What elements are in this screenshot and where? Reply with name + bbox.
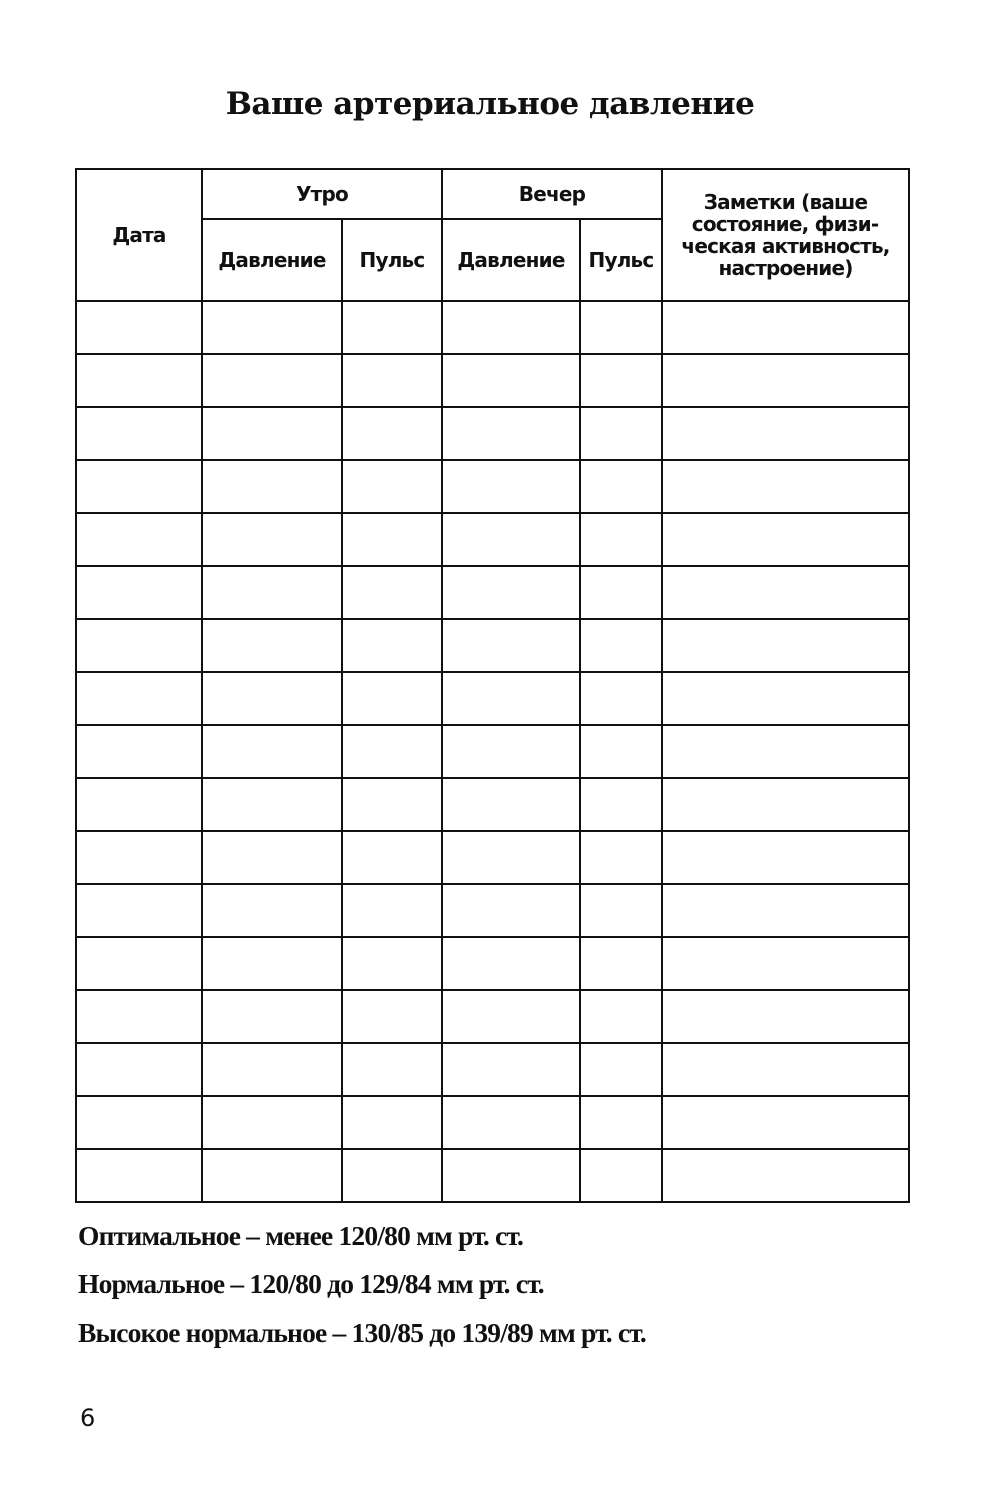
table-row — [76, 619, 909, 672]
reference-high-normal: Высокое нормальное – 130/85 до 139/89 мм рт. ст. — [78, 1317, 647, 1348]
cell-date[interactable] — [76, 990, 202, 1043]
page-number: 6 — [80, 1404, 96, 1432]
cell-morning-pressure[interactable] — [202, 619, 342, 672]
cell-notes[interactable] — [662, 1043, 909, 1096]
cell-evening-pressure[interactable] — [442, 407, 580, 460]
cell-evening-pressure[interactable] — [442, 1096, 580, 1149]
cell-morning-pressure[interactable] — [202, 937, 342, 990]
cell-morning-pressure[interactable] — [202, 831, 342, 884]
table-row — [76, 407, 909, 460]
header-notes: Заметки (ваше состояние, физическая активность, настроение) — [662, 169, 909, 301]
cell-notes[interactable] — [662, 672, 909, 725]
blood-pressure-log-table — [75, 168, 910, 1203]
cell-evening-pulse[interactable] — [580, 1149, 662, 1202]
cell-date[interactable] — [76, 619, 202, 672]
cell-evening-pulse[interactable] — [580, 354, 662, 407]
cell-morning-pulse[interactable] — [342, 619, 442, 672]
cell-morning-pressure[interactable] — [202, 884, 342, 937]
cell-evening-pressure[interactable] — [442, 460, 580, 513]
cell-morning-pressure[interactable] — [202, 566, 342, 619]
cell-morning-pulse[interactable] — [342, 566, 442, 619]
cell-date[interactable] — [76, 1043, 202, 1096]
cell-date[interactable] — [76, 407, 202, 460]
table-row — [76, 725, 909, 778]
header-morning-pulse: Пульс — [342, 219, 442, 301]
cell-morning-pulse[interactable] — [342, 301, 442, 354]
reference-normal: Нормальное – 120/80 до 129/84 мм рт. ст. — [78, 1268, 544, 1299]
cell-notes[interactable] — [662, 778, 909, 831]
cell-evening-pulse[interactable] — [580, 566, 662, 619]
cell-notes[interactable] — [662, 460, 909, 513]
cell-morning-pressure[interactable] — [202, 460, 342, 513]
cell-morning-pressure[interactable] — [202, 990, 342, 1043]
cell-morning-pulse[interactable] — [342, 354, 442, 407]
cell-morning-pulse[interactable] — [342, 407, 442, 460]
cell-evening-pulse[interactable] — [580, 937, 662, 990]
cell-evening-pulse[interactable] — [580, 778, 662, 831]
table-row — [76, 460, 909, 513]
cell-evening-pressure[interactable] — [442, 831, 580, 884]
table-row — [76, 354, 909, 407]
cell-evening-pressure[interactable] — [442, 354, 580, 407]
cell-notes[interactable] — [662, 990, 909, 1043]
cell-date[interactable] — [76, 672, 202, 725]
table-row — [76, 990, 909, 1043]
cell-morning-pulse[interactable] — [342, 513, 442, 566]
cell-morning-pressure[interactable] — [202, 354, 342, 407]
cell-date[interactable] — [76, 354, 202, 407]
cell-evening-pressure[interactable] — [442, 725, 580, 778]
cell-evening-pressure[interactable] — [442, 884, 580, 937]
cell-notes[interactable] — [662, 937, 909, 990]
cell-morning-pulse[interactable] — [342, 1096, 442, 1149]
cell-evening-pulse[interactable] — [580, 831, 662, 884]
cell-evening-pressure[interactable] — [442, 566, 580, 619]
cell-notes[interactable] — [662, 566, 909, 619]
cell-date[interactable] — [76, 778, 202, 831]
cell-notes[interactable] — [662, 831, 909, 884]
cell-notes[interactable] — [662, 1149, 909, 1202]
cell-morning-pressure[interactable] — [202, 778, 342, 831]
cell-evening-pressure[interactable] — [442, 937, 580, 990]
cell-date[interactable] — [76, 301, 202, 354]
cell-morning-pulse[interactable] — [342, 937, 442, 990]
cell-evening-pulse[interactable] — [580, 619, 662, 672]
cell-morning-pulse[interactable] — [342, 672, 442, 725]
cell-evening-pressure[interactable] — [442, 1043, 580, 1096]
cell-morning-pressure[interactable] — [202, 301, 342, 354]
cell-morning-pressure[interactable] — [202, 513, 342, 566]
cell-date[interactable] — [76, 513, 202, 566]
cell-evening-pressure[interactable] — [442, 1149, 580, 1202]
cell-morning-pressure[interactable] — [202, 725, 342, 778]
table-row — [76, 566, 909, 619]
page-title: Ваше артериальное давление — [225, 86, 755, 122]
cell-date[interactable] — [76, 1149, 202, 1202]
cell-date[interactable] — [76, 725, 202, 778]
cell-evening-pressure[interactable] — [442, 778, 580, 831]
cell-evening-pressure[interactable] — [442, 619, 580, 672]
table-row — [76, 672, 909, 725]
cell-evening-pulse[interactable] — [580, 513, 662, 566]
cell-date[interactable] — [76, 884, 202, 937]
cell-morning-pulse[interactable] — [342, 778, 442, 831]
cell-date[interactable] — [76, 566, 202, 619]
cell-date[interactable] — [76, 1096, 202, 1149]
header-evening: Вечер — [442, 169, 662, 219]
cell-date[interactable] — [76, 460, 202, 513]
cell-morning-pressure[interactable] — [202, 407, 342, 460]
cell-evening-pulse[interactable] — [580, 672, 662, 725]
cell-notes[interactable] — [662, 354, 909, 407]
cell-evening-pulse[interactable] — [580, 460, 662, 513]
cell-evening-pressure[interactable] — [442, 990, 580, 1043]
header-morning: Утро — [202, 169, 442, 219]
cell-morning-pulse[interactable] — [342, 831, 442, 884]
table-row — [76, 301, 909, 354]
cell-notes[interactable] — [662, 1096, 909, 1149]
cell-morning-pulse[interactable] — [342, 884, 442, 937]
cell-morning-pressure[interactable] — [202, 1096, 342, 1149]
table-row — [76, 513, 909, 566]
table-row — [76, 831, 909, 884]
cell-morning-pulse[interactable] — [342, 1043, 442, 1096]
cell-morning-pressure[interactable] — [202, 672, 342, 725]
cell-morning-pulse[interactable] — [342, 725, 442, 778]
cell-evening-pulse[interactable] — [580, 301, 662, 354]
cell-morning-pulse[interactable] — [342, 1149, 442, 1202]
cell-notes[interactable] — [662, 725, 909, 778]
reference-optimal: Оптимальное – менее 120/80 мм рт. ст. — [78, 1220, 524, 1251]
table-row — [76, 884, 909, 937]
cell-morning-pressure[interactable] — [202, 1149, 342, 1202]
cell-date[interactable] — [76, 937, 202, 990]
cell-evening-pulse[interactable] — [580, 407, 662, 460]
cell-evening-pulse[interactable] — [580, 1096, 662, 1149]
cell-evening-pulse[interactable] — [580, 725, 662, 778]
table-row — [76, 1149, 909, 1202]
cell-evening-pressure[interactable] — [442, 301, 580, 354]
cell-notes[interactable] — [662, 301, 909, 354]
cell-date[interactable] — [76, 831, 202, 884]
cell-notes[interactable] — [662, 619, 909, 672]
cell-morning-pressure[interactable] — [202, 1043, 342, 1096]
cell-notes[interactable] — [662, 513, 909, 566]
table-row — [76, 1096, 909, 1149]
cell-evening-pulse[interactable] — [580, 1043, 662, 1096]
header-evening-pressure: Давление — [442, 219, 580, 301]
cell-evening-pressure[interactable] — [442, 513, 580, 566]
cell-morning-pulse[interactable] — [342, 990, 442, 1043]
cell-evening-pulse[interactable] — [580, 990, 662, 1043]
cell-evening-pressure[interactable] — [442, 672, 580, 725]
cell-notes[interactable] — [662, 407, 909, 460]
cell-evening-pulse[interactable] — [580, 884, 662, 937]
cell-morning-pulse[interactable] — [342, 460, 442, 513]
header-morning-pressure: Давление — [202, 219, 342, 301]
cell-notes[interactable] — [662, 884, 909, 937]
table-row — [76, 778, 909, 831]
table-row — [76, 937, 909, 990]
header-date: Дата — [76, 169, 202, 301]
header-evening-pulse: Пульс — [580, 219, 662, 301]
table-row — [76, 1043, 909, 1096]
